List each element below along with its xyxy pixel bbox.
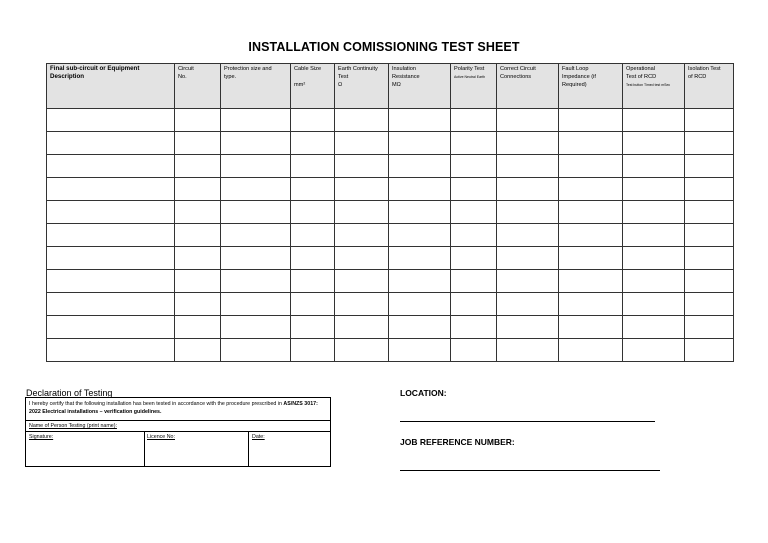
table-cell[interactable]	[497, 132, 559, 155]
table-cell[interactable]	[47, 224, 175, 247]
table-cell[interactable]	[47, 293, 175, 316]
table-cell[interactable]	[291, 201, 335, 224]
column-header-line: Test of RCD	[626, 74, 657, 80]
table-cell[interactable]	[221, 201, 291, 224]
column-header	[47, 64, 175, 109]
table-cell[interactable]	[291, 316, 335, 339]
table-cell[interactable]	[335, 155, 389, 178]
table-row	[47, 247, 734, 270]
table-cell[interactable]	[291, 224, 335, 247]
column-header	[497, 64, 559, 109]
column-header-line: Operational	[626, 66, 655, 72]
table-cell[interactable]	[389, 316, 451, 339]
column-header-line: Resistance	[392, 74, 420, 80]
table-cell[interactable]	[221, 178, 291, 201]
divider	[26, 420, 330, 421]
table-row	[47, 293, 734, 316]
table-cell[interactable]	[335, 270, 389, 293]
column-header	[559, 64, 623, 109]
table-cell[interactable]	[389, 293, 451, 316]
table-cell[interactable]	[389, 178, 451, 201]
name-of-person-testing-field[interactable]: Name of Person Testing (print name):	[29, 423, 117, 429]
table-cell[interactable]	[497, 178, 559, 201]
table-cell[interactable]	[623, 155, 685, 178]
table-cell[interactable]	[47, 270, 175, 293]
table-cell[interactable]	[175, 270, 221, 293]
column-header-line: type.	[224, 74, 237, 80]
table-row	[47, 224, 734, 247]
table-cell[interactable]	[175, 155, 221, 178]
table-cell[interactable]	[175, 109, 221, 132]
column-header-line: Cable Size	[294, 66, 322, 72]
declaration-standard: AS/NZS 3017: 2022 Electrical installations – verification guidelines.	[29, 401, 318, 415]
table-cell[interactable]	[559, 132, 623, 155]
table-cell[interactable]	[389, 247, 451, 270]
table-cell[interactable]	[175, 178, 221, 201]
table-cell[interactable]	[559, 270, 623, 293]
column-header	[389, 64, 451, 109]
location-label: LOCATION:	[400, 388, 447, 398]
table-cell[interactable]	[623, 339, 685, 362]
table-cell[interactable]	[559, 293, 623, 316]
table-cell[interactable]	[559, 178, 623, 201]
divider	[144, 431, 145, 467]
table-cell[interactable]	[497, 247, 559, 270]
table-cell[interactable]	[221, 155, 291, 178]
table-cell[interactable]	[175, 247, 221, 270]
test-sheet-table	[46, 63, 734, 362]
table-cell[interactable]	[47, 316, 175, 339]
column-header-line: mm²	[294, 82, 306, 88]
column-header-line: of RCD	[688, 74, 707, 80]
table-cell[interactable]	[335, 201, 389, 224]
table-cell[interactable]	[335, 178, 389, 201]
declaration-text-prefix: I hereby certify that the following installation has been tested in accordance with the procedure prescribed in	[29, 401, 284, 407]
table-cell[interactable]	[335, 224, 389, 247]
job-reference-field-line[interactable]	[400, 470, 660, 471]
table-cell[interactable]	[559, 224, 623, 247]
table-cell[interactable]	[389, 224, 451, 247]
column-header-line: Test	[338, 74, 349, 80]
table-cell[interactable]	[685, 109, 734, 132]
column-header-line: Ω	[338, 82, 343, 88]
table-cell[interactable]	[221, 224, 291, 247]
table-cell[interactable]	[221, 316, 291, 339]
table-cell[interactable]	[221, 109, 291, 132]
declaration-text	[29, 400, 329, 416]
table-row	[47, 201, 734, 224]
table-cell[interactable]	[559, 339, 623, 362]
table-cell[interactable]	[175, 224, 221, 247]
table-cell[interactable]	[623, 224, 685, 247]
table-cell[interactable]	[335, 109, 389, 132]
table-cell[interactable]	[451, 293, 497, 316]
table-cell[interactable]	[685, 270, 734, 293]
column-header-note: Active Neutral Earth	[454, 75, 486, 79]
table-cell[interactable]	[291, 270, 335, 293]
column-header-line: Final sub-circuit or Equipment	[50, 65, 140, 72]
table-row	[47, 155, 734, 178]
table-cell[interactable]	[389, 109, 451, 132]
table-cell[interactable]	[685, 247, 734, 270]
table-row	[47, 316, 734, 339]
table-cell[interactable]	[221, 339, 291, 362]
table-cell[interactable]	[685, 224, 734, 247]
licence-number-field[interactable]: Licence No:	[147, 434, 175, 440]
table-cell[interactable]	[623, 109, 685, 132]
table-cell[interactable]	[221, 270, 291, 293]
table-cell[interactable]	[291, 132, 335, 155]
table-cell[interactable]	[685, 201, 734, 224]
table-cell[interactable]	[221, 247, 291, 270]
table-cell[interactable]	[291, 339, 335, 362]
table-cell[interactable]	[47, 201, 175, 224]
table-cell[interactable]	[685, 178, 734, 201]
table-row	[47, 270, 734, 293]
table-cell[interactable]	[451, 155, 497, 178]
table-cell[interactable]	[291, 293, 335, 316]
table-cell[interactable]	[291, 247, 335, 270]
column-header-line: Description	[50, 73, 85, 80]
table-cell[interactable]	[291, 178, 335, 201]
location-field-line[interactable]	[400, 421, 655, 422]
table-cell[interactable]	[389, 201, 451, 224]
declaration-box	[25, 397, 331, 467]
table-row	[47, 132, 734, 155]
table-cell[interactable]	[623, 201, 685, 224]
column-header	[221, 64, 291, 109]
column-header	[291, 64, 335, 109]
table-row	[47, 339, 734, 362]
table-cell[interactable]	[335, 316, 389, 339]
table-cell[interactable]	[291, 155, 335, 178]
divider	[248, 431, 249, 467]
table-cell[interactable]	[221, 293, 291, 316]
column-header-line: MΩ	[392, 82, 401, 88]
column-header-line: Fault Loop	[562, 66, 589, 72]
table-cell[interactable]	[559, 109, 623, 132]
table-header-row	[47, 64, 734, 109]
table-row	[47, 109, 734, 132]
table-cell[interactable]	[685, 132, 734, 155]
table-cell[interactable]	[389, 155, 451, 178]
table-cell[interactable]	[497, 224, 559, 247]
column-header-line: No.	[178, 74, 187, 80]
table-cell[interactable]	[389, 132, 451, 155]
table-cell[interactable]	[175, 293, 221, 316]
table-cell[interactable]	[559, 155, 623, 178]
table-cell[interactable]	[623, 293, 685, 316]
table-cell[interactable]	[451, 132, 497, 155]
table-cell[interactable]	[221, 132, 291, 155]
column-header-line: Polarity Test	[454, 66, 485, 72]
column-header-line: Impedance (if	[562, 74, 596, 80]
table-cell[interactable]	[497, 270, 559, 293]
table-cell[interactable]	[451, 270, 497, 293]
table-row	[47, 178, 734, 201]
table-cell[interactable]	[559, 201, 623, 224]
table-cell[interactable]	[47, 155, 175, 178]
table-cell[interactable]	[335, 293, 389, 316]
table-cell[interactable]	[685, 155, 734, 178]
table-cell[interactable]	[451, 224, 497, 247]
table-cell[interactable]	[497, 109, 559, 132]
column-header-note: Test button Timed test mSec	[626, 83, 671, 87]
table-cell[interactable]	[389, 339, 451, 362]
table-cell[interactable]	[47, 109, 175, 132]
table-cell[interactable]	[451, 316, 497, 339]
table-cell[interactable]	[451, 109, 497, 132]
table-cell[interactable]	[623, 247, 685, 270]
column-header-line	[294, 73, 331, 81]
table-cell[interactable]	[623, 270, 685, 293]
date-field[interactable]: Date:	[252, 434, 265, 440]
table-cell[interactable]	[497, 155, 559, 178]
signature-field[interactable]: Signature:	[29, 434, 54, 440]
page-title: INSTALLATION COMISSIONING TEST SHEET	[248, 40, 520, 54]
table-cell[interactable]	[175, 201, 221, 224]
column-header-line: Connections	[500, 74, 532, 80]
column-header	[175, 64, 221, 109]
declaration-title: Declaration of Testing	[26, 388, 113, 398]
column-header-line: Earth Continuity	[338, 66, 378, 72]
table-cell[interactable]	[623, 132, 685, 155]
table-cell[interactable]	[451, 178, 497, 201]
divider	[26, 431, 330, 432]
table-cell[interactable]	[497, 316, 559, 339]
table-cell[interactable]	[623, 316, 685, 339]
column-header	[623, 64, 685, 109]
table-cell[interactable]	[291, 109, 335, 132]
table-cell[interactable]	[47, 339, 175, 362]
table-cell[interactable]	[47, 247, 175, 270]
table-cell[interactable]	[451, 247, 497, 270]
table-cell[interactable]	[47, 178, 175, 201]
table-cell[interactable]	[175, 316, 221, 339]
table-cell[interactable]	[175, 339, 221, 362]
column-header	[685, 64, 734, 109]
column-header	[335, 64, 389, 109]
table-cell[interactable]	[559, 316, 623, 339]
table-cell[interactable]	[623, 178, 685, 201]
table-cell[interactable]	[175, 132, 221, 155]
column-header-line: Insulation	[392, 66, 416, 72]
column-header-line: Correct Circuit	[500, 66, 536, 72]
column-header-line: Circuit	[178, 66, 194, 72]
table-cell[interactable]	[497, 339, 559, 362]
table-body	[47, 109, 734, 362]
table-cell[interactable]	[335, 247, 389, 270]
table-cell[interactable]	[451, 339, 497, 362]
table-cell[interactable]	[497, 201, 559, 224]
job-reference-label: JOB REFERENCE NUMBER:	[400, 437, 515, 447]
column-header-line: Protection size and	[224, 66, 272, 72]
table-cell[interactable]	[451, 201, 497, 224]
column-header	[451, 64, 497, 109]
table-cell[interactable]	[389, 270, 451, 293]
column-header-line: Isolation Test	[688, 66, 721, 72]
table-cell[interactable]	[685, 339, 734, 362]
table-cell[interactable]	[685, 316, 734, 339]
table-cell[interactable]	[47, 132, 175, 155]
column-header-line: Required)	[562, 82, 587, 88]
table-cell[interactable]	[497, 293, 559, 316]
table-cell[interactable]	[335, 339, 389, 362]
table-cell[interactable]	[559, 247, 623, 270]
table-cell[interactable]	[685, 293, 734, 316]
table-cell[interactable]	[335, 132, 389, 155]
